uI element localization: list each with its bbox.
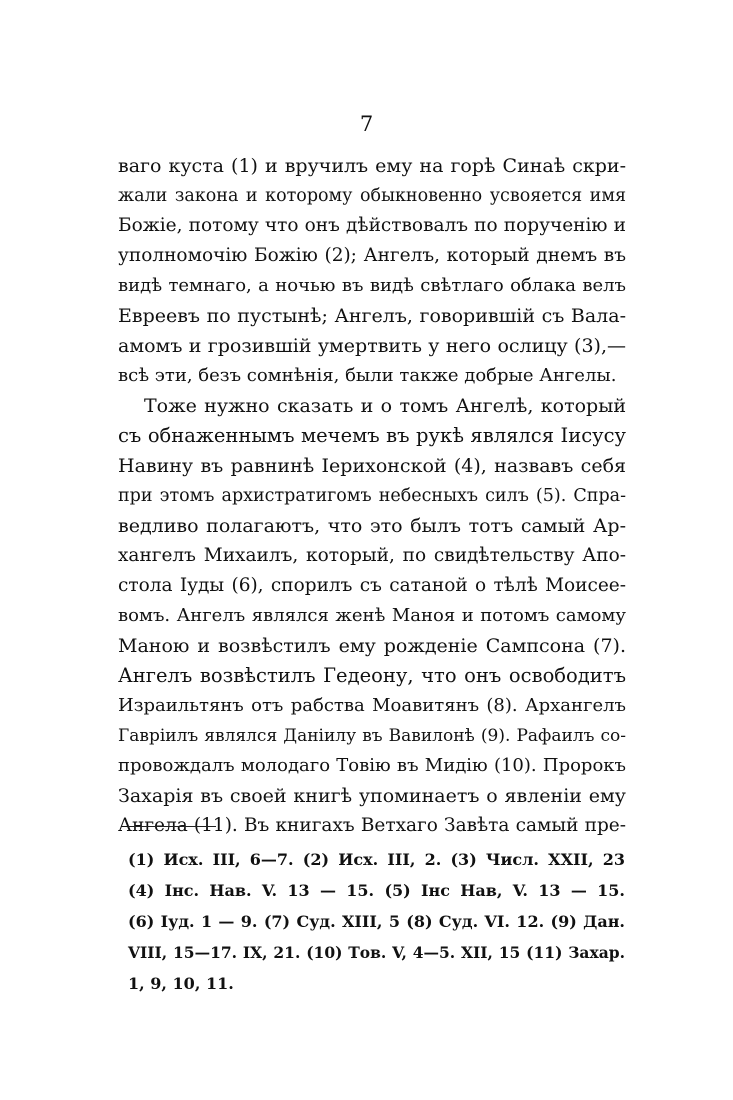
text-line: ваго куста (1) и вручилъ ему на горѣ Синаѣ скри- bbox=[118, 155, 626, 177]
footnotes bbox=[128, 844, 625, 999]
text-line: Ангела (11). Въ книгахъ Ветхаго Завѣта самый пре- bbox=[118, 815, 626, 836]
text-line: видѣ темнаго, а ночью въ видѣ свѣтлаго облака велъ bbox=[118, 275, 626, 296]
text-line: стола Іуды (6), спорилъ съ сатаной о тѣлѣ Моисее- bbox=[118, 575, 626, 596]
text-line: Захарія въ своей книгѣ упоминаетъ о явленіи ему bbox=[118, 785, 626, 807]
text-line: Ангелъ возвѣстилъ Гедеону, что онъ освободитъ bbox=[118, 664, 626, 687]
text-line: всѣ эти, безъ сомнѣнія, были также добрые Ангелы. bbox=[118, 365, 617, 386]
text-line: хангелъ Михаилъ, который, по свидѣтельству Апо- bbox=[118, 545, 626, 566]
text-line: Навину въ равнинѣ Іерихонской (4), назвавъ себя bbox=[118, 455, 626, 477]
footnote-line: (6) Іуд. 1 — 9. (7) Суд. XIII, 5 (8) Суд. VI. 12. (9) Дан. bbox=[128, 912, 625, 931]
footnote-divider bbox=[128, 826, 216, 827]
footnote-line: VIII, 15—17. IX, 21. (10) Тов. V, 4—5. XII, 15 (11) Захар. bbox=[128, 943, 625, 962]
text-line: Гавріилъ являлся Даніилу въ Вавилонѣ (9). Рафаилъ со- bbox=[118, 726, 626, 746]
text-line: при этомъ архистратигомъ небесныхъ силъ (5). Спра- bbox=[118, 486, 626, 506]
footnote-line: (1) Исх. III, 6—7. (2) Исх. III, 2. (3) Числ. XXII, 23 bbox=[128, 850, 625, 869]
footnote-line: 1, 9, 10, 11. bbox=[128, 974, 234, 993]
text-line: Божіе, потому что онъ дѣйствовалъ по порученію и bbox=[118, 215, 626, 236]
text-line: Маною и возвѣстилъ ему рожденіе Сампсона (7). bbox=[118, 635, 626, 657]
text-line: Евреевъ по пустынѣ; Ангелъ, говорившій съ Вала- bbox=[118, 305, 626, 327]
footnote-line: (4) Інс. Нав. V. 13 — 15. (5) Інс Нав, V. 13 — 15. bbox=[128, 881, 625, 900]
body-text bbox=[118, 151, 626, 841]
text-line: амомъ и грозившій умертвить у него ослицу (3),— bbox=[118, 335, 626, 357]
text-line: провождалъ молодаго Товію въ Мидію (10). Пророкъ bbox=[118, 755, 626, 776]
text-line: вомъ. Ангелъ являлся женѣ Маноя и потомъ самому bbox=[118, 605, 626, 626]
text-line: съ обнаженнымъ мечемъ въ рукѣ являлся Іисусу bbox=[118, 424, 626, 447]
text-line: ведливо полагаютъ, что это былъ тотъ самый Ар- bbox=[118, 515, 626, 537]
text-line: жали закона и которому обыкновенно усвояется имя bbox=[118, 186, 626, 206]
text-line: уполномочію Божію (2); Ангелъ, который днемъ въ bbox=[118, 245, 626, 266]
page-number: 7 bbox=[359, 112, 374, 136]
text-line: Израильтянъ отъ рабства Моавитянъ (8). Архангелъ bbox=[118, 695, 626, 716]
paragraph-start-line: Тоже нужно сказать и о томъ Ангелѣ, который bbox=[144, 395, 626, 417]
